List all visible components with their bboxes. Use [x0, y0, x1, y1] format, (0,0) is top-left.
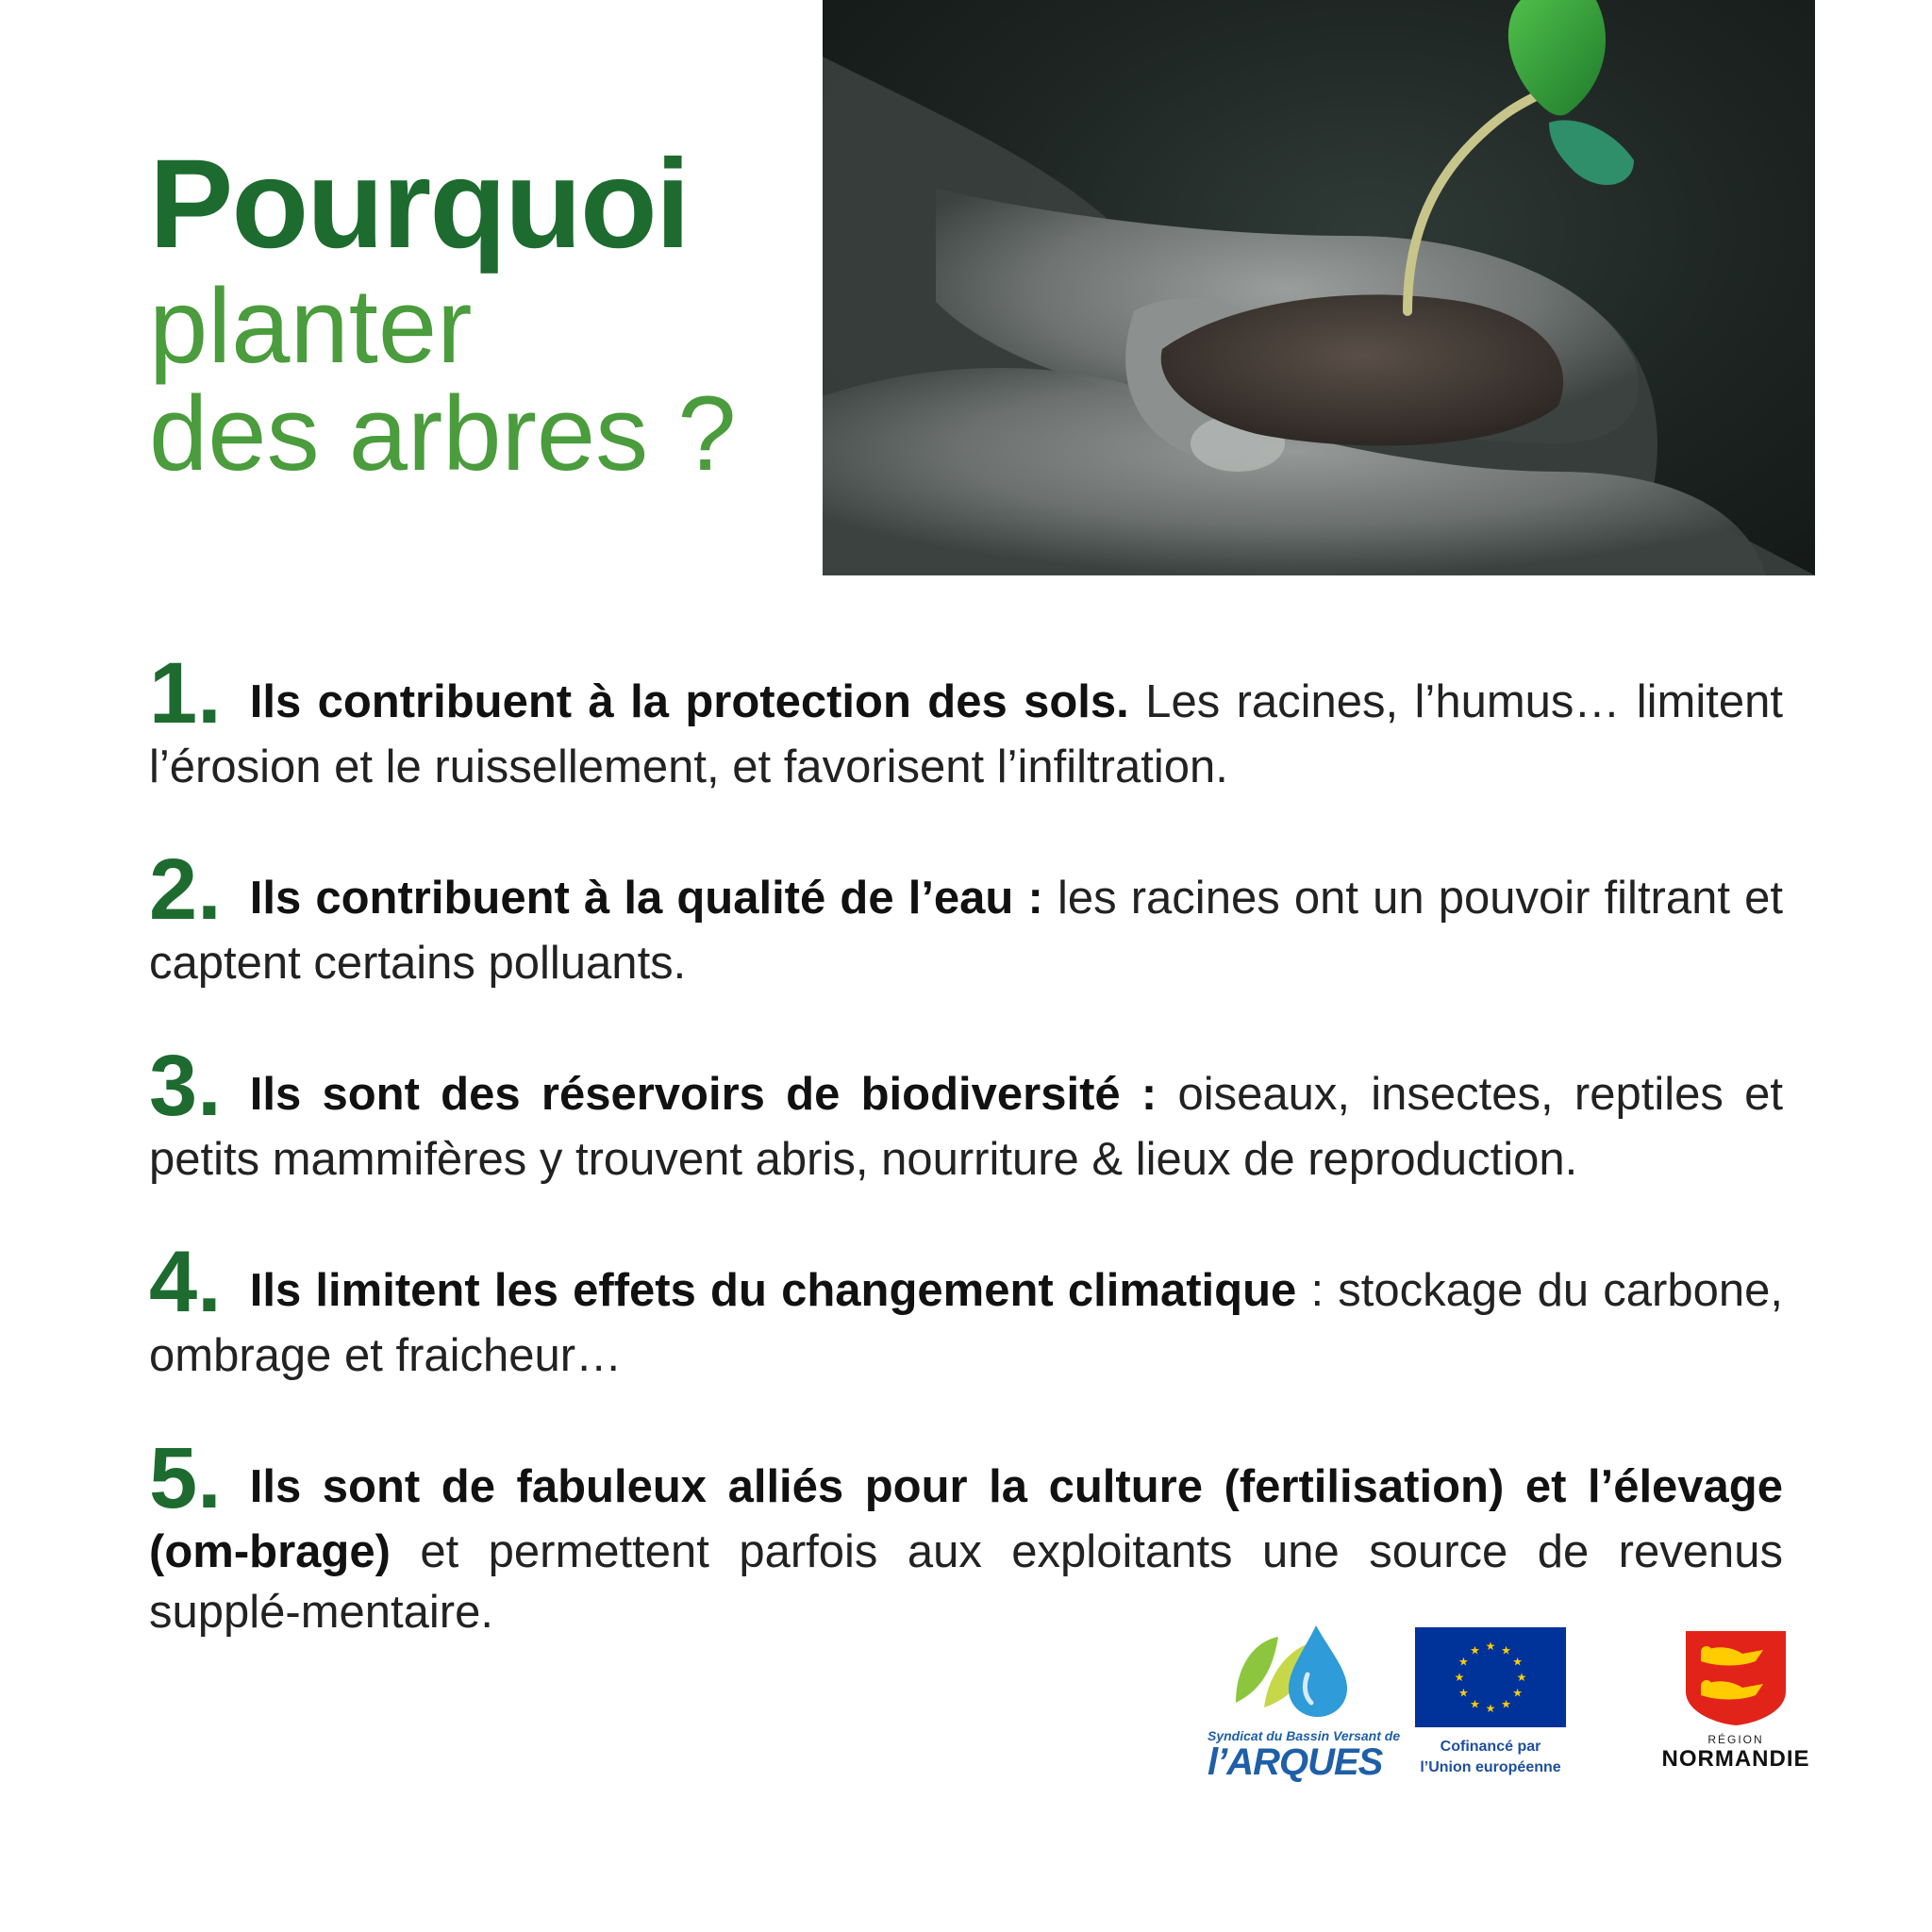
title-line-3: des arbres ?: [149, 375, 737, 492]
reasons-list: [149, 604, 1783, 1691]
eu-star-icon: ★: [1516, 1671, 1527, 1684]
eu-star-icon: ★: [1458, 1655, 1469, 1669]
item-text: : stockage du carbone, ombrage et fraicheur…: [149, 1265, 1783, 1381]
item-text: les racines ont un pouvoir filtrant et captent certains polluants.: [149, 873, 1783, 989]
item-lead: Ils limitent les effets du changement climatique: [249, 1265, 1297, 1316]
list-item: [149, 1038, 1784, 1190]
eu-star-icon: ★: [1470, 1643, 1480, 1657]
item-number: 2.: [149, 841, 222, 938]
arques-subtitle: Syndicat du Bassin Versant de: [1208, 1728, 1401, 1743]
eu-star-icon: ★: [1512, 1655, 1523, 1669]
item-number: 5.: [149, 1430, 222, 1526]
list-item: [149, 645, 1783, 797]
item-lead: Ils contribuent à la qualité de l’eau :: [249, 873, 1043, 924]
normandie-region-label: RÉGION: [1707, 1733, 1764, 1746]
eu-star-icon: ★: [1501, 1643, 1511, 1657]
eu-star-icon: ★: [1501, 1697, 1511, 1711]
eu-line-1: Cofinancé par: [1440, 1739, 1541, 1755]
eu-star-icon: ★: [1454, 1671, 1465, 1684]
item-lead: Ils sont de fabuleux alliés pour la culture (fertilisation) et l’élevage (om-brage): [149, 1461, 1783, 1577]
normandie-logo: [1641, 1618, 1830, 1773]
eu-logo: [1396, 1618, 1585, 1778]
title-line-2: planter: [149, 267, 473, 385]
seedling-photo: [823, 0, 1815, 575]
list-item: [149, 1430, 1783, 1642]
eu-star-icon: ★: [1458, 1686, 1469, 1700]
eu-star-icon: ★: [1470, 1697, 1480, 1711]
water-drop-leaves-icon: [1226, 1618, 1358, 1722]
eu-star-icon: ★: [1485, 1640, 1496, 1653]
list-item: [149, 1234, 1783, 1386]
normandie-name: NORMANDIE: [1661, 1746, 1810, 1772]
item-number: 4.: [149, 1234, 222, 1330]
item-text: Les racines, l’humus… limitent l’érosion et le ruissellement, et favorisent l’infiltration.: [149, 676, 1783, 792]
item-text: oiseaux, insectes, reptiles et petits mammifères y trouvent abris, nourriture & lieux de reproduction.: [149, 1069, 1784, 1185]
item-number: 3.: [149, 1038, 222, 1134]
partner-logos: [1208, 1618, 1830, 1788]
item-text: et permettent parfois aux exploitants une source de revenus supplé-mentaire.: [149, 1526, 1783, 1638]
title-line-1: Pourquoi: [149, 134, 690, 275]
eu-star-icon: ★: [1512, 1686, 1523, 1700]
eu-flag-icon: [1415, 1627, 1566, 1727]
page-title: [149, 134, 737, 492]
eu-line-2: l’Union européenne: [1420, 1759, 1561, 1775]
hands-holding-seedling-icon: [823, 0, 1815, 575]
normandie-shield-icon: [1680, 1625, 1791, 1727]
arques-name: l’ARQUES: [1208, 1741, 1383, 1783]
list-item: [149, 841, 1783, 993]
item-number: 1.: [149, 645, 222, 741]
arques-logo: [1208, 1618, 1401, 1783]
item-lead: Ils sont des réservoirs de biodiversité :: [249, 1069, 1158, 1120]
item-lead: Ils contribuent à la protection des sols.: [249, 676, 1129, 727]
eu-star-icon: ★: [1485, 1702, 1496, 1715]
